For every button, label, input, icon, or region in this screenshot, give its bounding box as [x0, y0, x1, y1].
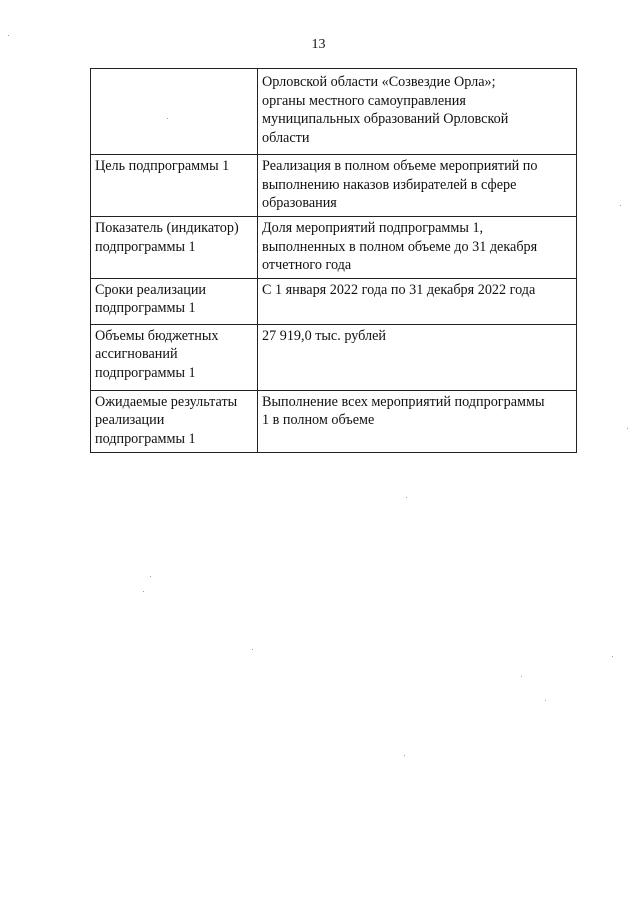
page-number: 13	[311, 37, 326, 52]
table-row	[91, 155, 577, 217]
row-value: Реализация в полном объеме мероприятий по выполнению наказов избирателей в сфере образования	[262, 158, 538, 212]
row-value-cell	[258, 390, 577, 452]
row-label-cell	[91, 69, 258, 155]
scan-speck	[406, 497, 407, 498]
row-value-cell	[258, 217, 577, 279]
row-value: Доля мероприятий подпрограммы 1, выполненных в полном объеме до 31 декабря отчетного года	[262, 220, 538, 274]
scan-speck	[252, 649, 253, 650]
row-value: Орловской области «Созвездие Орла»; органы местного самоуправления муниципальных образований Орловской области	[262, 74, 509, 146]
table-row	[91, 390, 577, 452]
row-label: Объемы бюджетных ассигнований подпрограммы 1	[95, 327, 219, 381]
scan-speck	[150, 576, 151, 577]
scan-speck	[612, 656, 613, 657]
table-row	[91, 217, 577, 279]
subprogram-passport-table	[90, 68, 577, 453]
table-row	[91, 69, 577, 155]
row-value: 27 919,0 тыс. рублей	[262, 327, 386, 344]
scan-speck	[521, 676, 522, 677]
scan-speck	[627, 428, 628, 429]
scan-speck	[167, 118, 168, 119]
row-label-cell	[91, 217, 258, 279]
row-label: Показатель (индикатор) подпрограммы 1	[95, 220, 239, 255]
row-value-cell	[258, 155, 577, 217]
row-label-cell	[91, 155, 258, 217]
scan-speck	[8, 35, 9, 36]
row-label: Ожидаемые результаты реализации подпрограммы 1	[95, 393, 238, 447]
scan-speck	[620, 205, 621, 206]
row-label-cell	[91, 278, 258, 324]
scan-speck	[545, 700, 546, 701]
row-label-cell	[91, 390, 258, 452]
row-value-cell	[258, 69, 577, 155]
row-label: Сроки реализации подпрограммы 1	[95, 281, 207, 317]
row-label: Цель подпрограммы 1	[95, 158, 230, 174]
row-label-cell	[91, 324, 258, 390]
scan-speck	[404, 755, 405, 756]
row-value: Выполнение всех мероприятий подпрограммы 1 в полном объеме	[262, 393, 545, 429]
row-value-cell	[258, 278, 577, 324]
table-row	[91, 324, 577, 390]
scan-speck	[143, 591, 144, 592]
table-row	[91, 278, 577, 324]
row-value-cell	[258, 324, 577, 390]
row-value: С 1 января 2022 года по 31 декабря 2022 года	[262, 281, 536, 298]
